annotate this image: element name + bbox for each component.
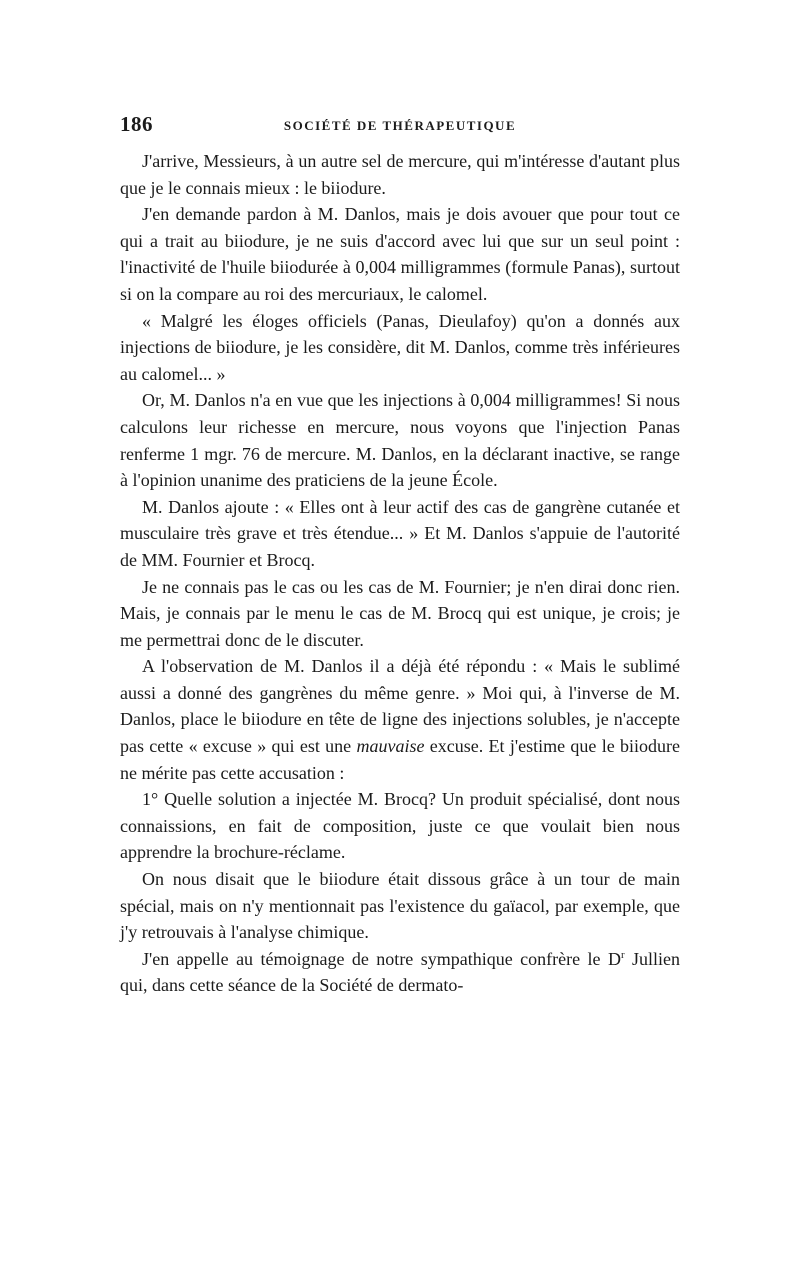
paragraph-text: J'en appelle au témoignage de notre sympathique confrère le D	[142, 948, 621, 969]
italic-word: mauvaise	[356, 736, 425, 757]
paragraph: J'en demande pardon à M. Danlos, mais je dois avouer que pour tout ce qui a trait au biiodure, je ne suis d'accord avec lui que sur un seul point : l'inactivité de l'huile biiodurée à 0,004 milligrammes (formule Panas), surtout si on la compare au roi des mercuriaux, le calomel.	[120, 204, 680, 304]
paragraph: On nous disait que le biiodure était dissous grâce à un tour de main spécial, mais on n'y mentionnait pas l'existence du gaïacol, par exemple, que j'y retrouvais à l'analyse chimique.	[120, 869, 680, 943]
paragraph-text: Jullien qui, dans cette séance de la Société de dermato-	[120, 948, 680, 996]
paragraph	[120, 653, 680, 786]
paragraph-text: excuse. Et j'estime que le biiodure ne mérite pas cette accusation :	[120, 736, 680, 783]
paragraph: J'arrive, Messieurs, à un autre sel de mercure, qui m'intéresse d'autant plus que je le connais mieux : le biiodure.	[120, 151, 680, 198]
page-header	[120, 112, 680, 138]
paragraph: Je ne connais pas le cas ou les cas de M. Fournier; je n'en dirai donc rien. Mais, je connais par le menu le cas de M. Brocq qui est unique, je crois; je me permettrai donc de le discuter.	[120, 576, 680, 650]
paragraph: M. Danlos ajoute : « Elles ont à leur actif des cas de gangrène cutanée et musculaire très grave et très étendue... » Et M. Danlos s'appuie de l'autorité de MM. Fournier et Brocq.	[120, 496, 680, 570]
paragraph	[120, 946, 680, 999]
superscript: r	[620, 948, 625, 961]
paragraph: 1° Quelle solution a injectée M. Brocq? Un produit spécialisé, dont nous connaissions, en fait de composition, juste ce que voulait bien nous apprendre la brochure-réclame.	[120, 789, 680, 863]
paragraph-text: A l'observation de M. Danlos il a déjà été répondu : « Mais le sublimé aussi a donné des gangrènes du même genre. » Moi qui, à l'inverse de M. Danlos, place le biiodure en tête de ligne des injections solubles, je n'accepte pas cette « excuse » qui est une	[120, 656, 680, 757]
running-title: SOCIÉTÉ DE THÉRAPEUTIQUE	[283, 118, 517, 133]
page-number: 186	[120, 112, 153, 136]
body-text	[120, 148, 680, 999]
paragraph: Or, M. Danlos n'a en vue que les injections à 0,004 milligrammes! Si nous calculons leur richesse en mercure, nous voyons que l'injection Panas renferme 1 mgr. 76 de mercure. M. Danlos, en la déclarant inactive, se range à l'opinion unanime des praticiens de la jeune École.	[120, 390, 680, 491]
paragraph: « Malgré les éloges officiels (Panas, Dieulafoy) qu'on a donnés aux injections de biiodure, je les considère, dit M. Danlos, comme très inférieures au calomel... »	[120, 310, 680, 384]
